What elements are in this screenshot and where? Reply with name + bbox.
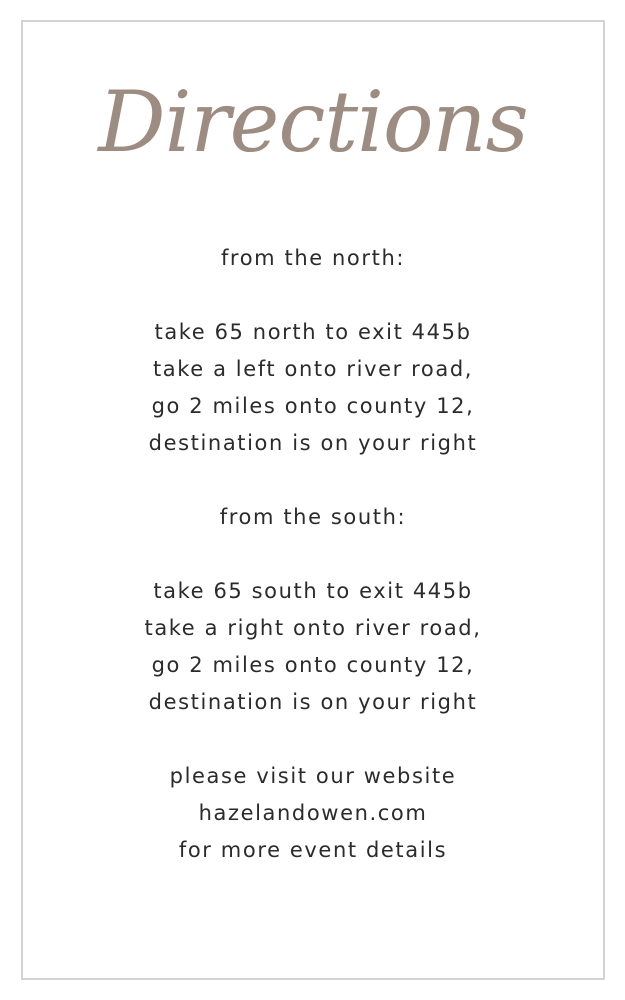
footer-line: for more event details <box>178 838 448 862</box>
north-line: take 65 north to exit 445b <box>154 320 472 344</box>
footer-line: please visit our website <box>169 764 457 788</box>
spacer <box>23 277 603 314</box>
directions-body <box>23 240 603 869</box>
spacer <box>23 462 603 499</box>
south-line: take a right onto river road, <box>144 616 482 640</box>
south-line: go 2 miles onto county 12, <box>151 653 475 677</box>
south-line: take 65 south to exit 445b <box>153 579 473 603</box>
south-line: destination is on your right <box>148 690 478 714</box>
spacer <box>23 721 603 758</box>
website-url: hazelandowen.com <box>198 801 428 825</box>
directions-card <box>21 20 605 980</box>
north-heading: from the north: <box>220 246 406 270</box>
north-line: go 2 miles onto county 12, <box>151 394 475 418</box>
north-line: take a left onto river road, <box>152 357 474 381</box>
spacer <box>23 536 603 573</box>
north-line: destination is on your right <box>148 431 478 455</box>
directions-title: Directions <box>98 73 528 171</box>
south-heading: from the south: <box>219 505 407 529</box>
